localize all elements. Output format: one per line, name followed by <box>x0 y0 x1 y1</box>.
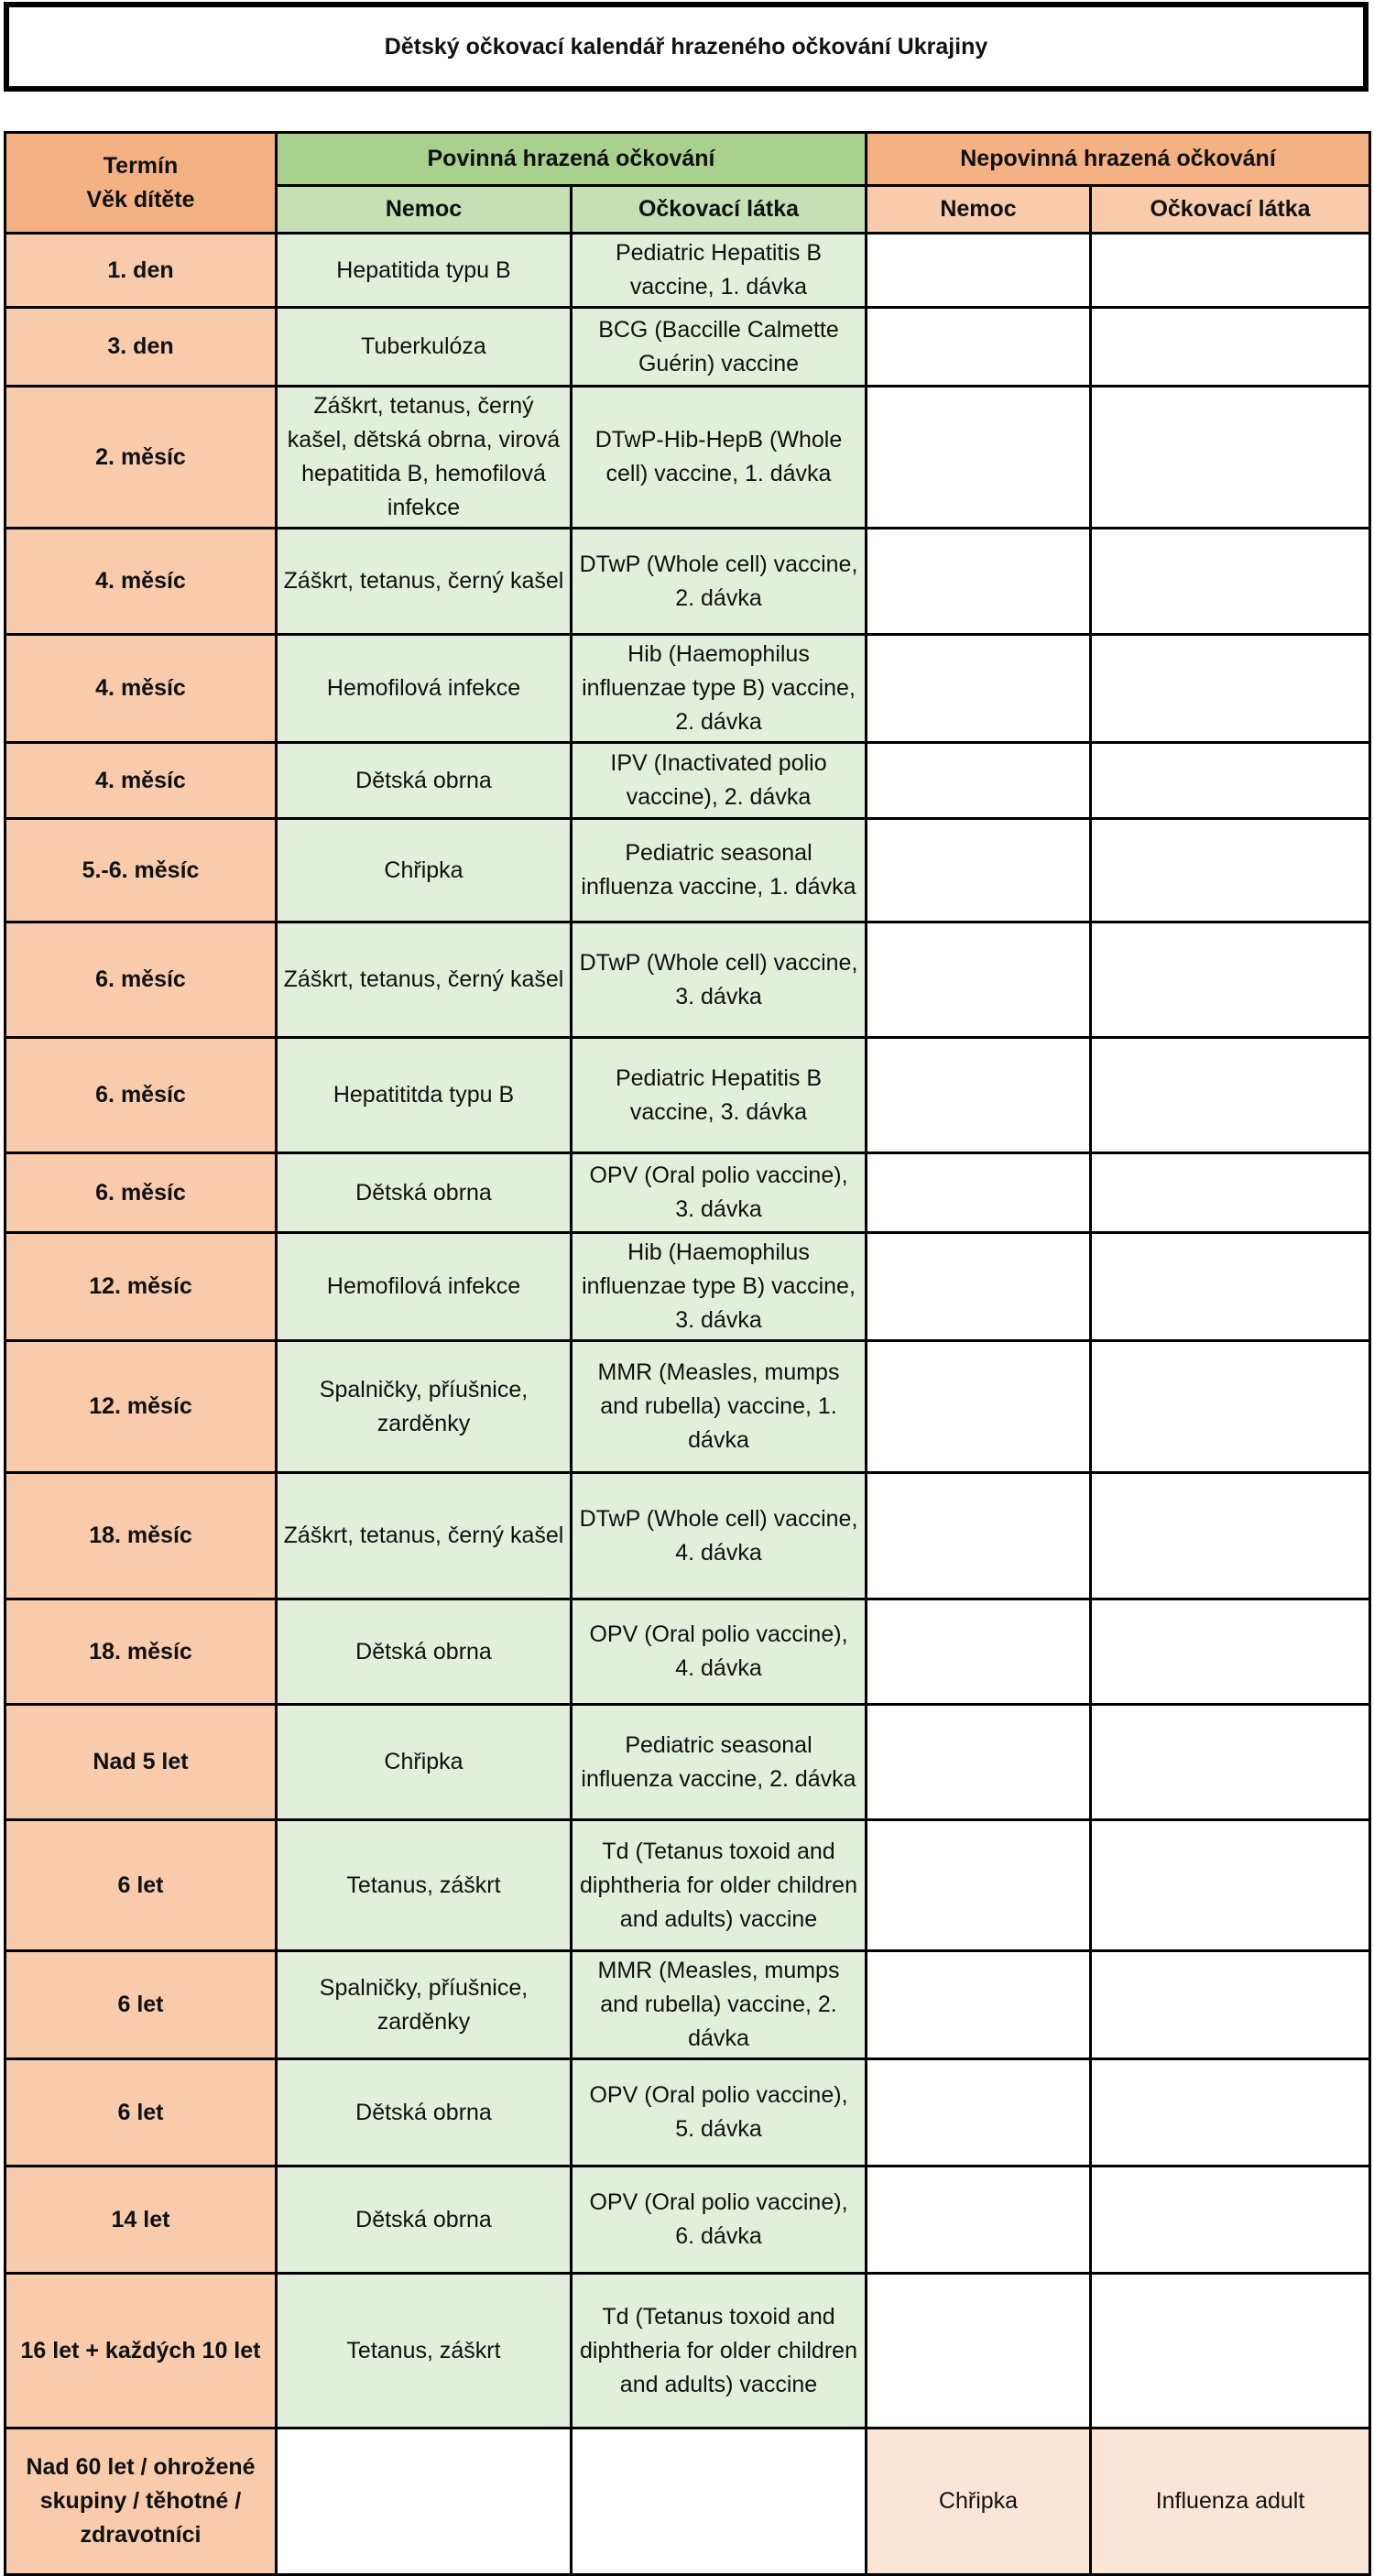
optional-vaccine-cell: Influenza adult <box>1091 2429 1370 2575</box>
mandatory-disease-cell: Spalničky, příušnice, zarděnky <box>277 1341 572 1473</box>
table-row <box>5 1599 1370 1705</box>
mandatory-vaccine-cell: Pediatric seasonal influenza vaccine, 1. dávka <box>572 819 867 922</box>
mandatory-vaccine-cell: MMR (Measles, mumps and rubella) vaccine, 1. dávka <box>572 1341 867 1473</box>
optional-vaccine-cell <box>1091 1233 1370 1341</box>
table-row <box>5 743 1370 819</box>
optional-vaccine-cell <box>1091 234 1370 308</box>
page-title: Dětský očkovací kalendář hrazeného očkování Ukrajiny <box>4 2 1369 92</box>
mandatory-disease-cell: Záškrt, tetanus, černý kašel <box>277 529 572 635</box>
table-row <box>5 1705 1370 1820</box>
optional-vaccine-cell <box>1091 1153 1370 1233</box>
optional-disease-cell <box>867 819 1091 922</box>
mandatory-disease-cell: Chřipka <box>277 819 572 922</box>
table-row <box>5 387 1370 529</box>
table-row <box>5 308 1370 387</box>
optional-vaccine-cell <box>1091 529 1370 635</box>
age-cell: Nad 5 let <box>5 1705 277 1820</box>
mandatory-disease-cell: Hemofilová infekce <box>277 635 572 743</box>
table-row <box>5 1820 1370 1951</box>
optional-disease-cell <box>867 922 1091 1038</box>
optional-disease-cell <box>867 234 1091 308</box>
mandatory-disease-cell: Tuberkulóza <box>277 308 572 387</box>
mandatory-vaccine-cell: Td (Tetanus toxoid and diphtheria for older children and adults) vaccine <box>572 1820 867 1951</box>
age-cell: Nad 60 let / ohrožené skupiny / těhotné / zdravotníci <box>5 2429 277 2575</box>
mandatory-disease-cell: Záškrt, tetanus, černý kašel, dětská obrna, virová hepatitida B, hemofilová infekce <box>277 387 572 529</box>
optional-disease-cell <box>867 2274 1091 2429</box>
age-cell: 18. měsíc <box>5 1599 277 1705</box>
table-row <box>5 1341 1370 1473</box>
optional-disease-cell <box>867 308 1091 387</box>
header-mandatory: Povinná hrazená očkování <box>277 133 867 186</box>
optional-disease-cell <box>867 743 1091 819</box>
optional-vaccine-cell <box>1091 308 1370 387</box>
mandatory-disease-cell: Dětská obrna <box>277 2167 572 2274</box>
header-optional-disease: Nemoc <box>867 186 1091 234</box>
optional-disease-cell <box>867 1341 1091 1473</box>
optional-vaccine-cell <box>1091 1705 1370 1820</box>
table-row <box>5 1233 1370 1341</box>
mandatory-vaccine-cell: Hib (Haemophilus influenzae type B) vaccine, 2. dávka <box>572 635 867 743</box>
optional-disease-cell <box>867 1233 1091 1341</box>
optional-vaccine-cell <box>1091 1599 1370 1705</box>
header-optional: Nepovinná hrazená očkování <box>867 133 1370 186</box>
mandatory-vaccine-cell: Hib (Haemophilus influenzae type B) vaccine, 3. dávka <box>572 1233 867 1341</box>
optional-disease-cell <box>867 1038 1091 1153</box>
table-row <box>5 1153 1370 1233</box>
header-mandatory-vaccine: Očkovací látka <box>572 186 867 234</box>
mandatory-disease-cell: Dětská obrna <box>277 1153 572 1233</box>
mandatory-disease-cell <box>277 2429 572 2575</box>
table-row <box>5 234 1370 308</box>
optional-vaccine-cell <box>1091 387 1370 529</box>
mandatory-vaccine-cell: Td (Tetanus toxoid and diphtheria for older children and adults) vaccine <box>572 2274 867 2429</box>
age-cell: 6 let <box>5 2059 277 2167</box>
age-cell: 2. měsíc <box>5 387 277 529</box>
optional-vaccine-cell <box>1091 2274 1370 2429</box>
mandatory-vaccine-cell: Pediatric Hepatitis B vaccine, 1. dávka <box>572 234 867 308</box>
optional-disease-cell <box>867 387 1091 529</box>
header-term-label: Termín <box>103 152 179 179</box>
optional-disease-cell <box>867 2059 1091 2167</box>
age-cell: 16 let + každých 10 let <box>5 2274 277 2429</box>
age-cell: 18. měsíc <box>5 1473 277 1599</box>
header-optional-vaccine: Očkovací látka <box>1091 186 1370 234</box>
mandatory-vaccine-cell: IPV (Inactivated polio vaccine), 2. dávka <box>572 743 867 819</box>
mandatory-vaccine-cell: Pediatric Hepatitis B vaccine, 3. dávka <box>572 1038 867 1153</box>
age-cell: 6 let <box>5 1951 277 2059</box>
optional-vaccine-cell <box>1091 1341 1370 1473</box>
age-cell: 6 let <box>5 1820 277 1951</box>
optional-disease-cell <box>867 2167 1091 2274</box>
mandatory-vaccine-cell: DTwP (Whole cell) vaccine, 4. dávka <box>572 1473 867 1599</box>
age-cell: 4. měsíc <box>5 743 277 819</box>
table-row <box>5 819 1370 922</box>
age-cell: 4. měsíc <box>5 635 277 743</box>
optional-disease-cell <box>867 1473 1091 1599</box>
mandatory-vaccine-cell: OPV (Oral polio vaccine), 5. dávka <box>572 2059 867 2167</box>
mandatory-vaccine-cell: OPV (Oral polio vaccine), 3. dávka <box>572 1153 867 1233</box>
table-row <box>5 2429 1370 2575</box>
table-row <box>5 2167 1370 2274</box>
mandatory-disease-cell: Hemofilová infekce <box>277 1233 572 1341</box>
age-cell: 12. měsíc <box>5 1233 277 1341</box>
optional-vaccine-cell <box>1091 743 1370 819</box>
mandatory-vaccine-cell <box>572 2429 867 2575</box>
table-row <box>5 1038 1370 1153</box>
table-row <box>5 2274 1370 2429</box>
table-row <box>5 1951 1370 2059</box>
age-cell: 1. den <box>5 234 277 308</box>
mandatory-disease-cell: Záškrt, tetanus, černý kašel <box>277 922 572 1038</box>
optional-disease-cell <box>867 1705 1091 1820</box>
mandatory-disease-cell: Záškrt, tetanus, černý kašel <box>277 1473 572 1599</box>
age-cell: 6. měsíc <box>5 922 277 1038</box>
age-cell: 5.-6. měsíc <box>5 819 277 922</box>
header-age-label: Věk dítěte <box>86 186 195 213</box>
optional-vaccine-cell <box>1091 2167 1370 2274</box>
optional-vaccine-cell <box>1091 635 1370 743</box>
header-term <box>5 133 277 234</box>
optional-disease-cell <box>867 1951 1091 2059</box>
optional-vaccine-cell <box>1091 922 1370 1038</box>
optional-vaccine-cell <box>1091 1820 1370 1951</box>
mandatory-disease-cell: Dětská obrna <box>277 2059 572 2167</box>
optional-vaccine-cell <box>1091 2059 1370 2167</box>
optional-disease-cell <box>867 1153 1091 1233</box>
optional-vaccine-cell <box>1091 819 1370 922</box>
table-row <box>5 635 1370 743</box>
mandatory-disease-cell: Tetanus, záškrt <box>277 1820 572 1951</box>
mandatory-vaccine-cell: DTwP-Hib-HepB (Whole cell) vaccine, 1. dávka <box>572 387 867 529</box>
age-cell: 12. měsíc <box>5 1341 277 1473</box>
optional-disease-cell <box>867 529 1091 635</box>
mandatory-disease-cell: Dětská obrna <box>277 743 572 819</box>
mandatory-disease-cell: Spalničky, příušnice, zarděnky <box>277 1951 572 2059</box>
header-mandatory-disease: Nemoc <box>277 186 572 234</box>
optional-disease-cell <box>867 635 1091 743</box>
age-cell: 3. den <box>5 308 277 387</box>
mandatory-vaccine-cell: Pediatric seasonal influenza vaccine, 2. dávka <box>572 1705 867 1820</box>
table-row <box>5 1473 1370 1599</box>
vaccination-schedule-table <box>4 131 1371 2576</box>
mandatory-disease-cell: Hepatitida typu B <box>277 234 572 308</box>
optional-vaccine-cell <box>1091 1951 1370 2059</box>
age-cell: 14 let <box>5 2167 277 2274</box>
table-row <box>5 529 1370 635</box>
age-cell: 6. měsíc <box>5 1153 277 1233</box>
mandatory-disease-cell: Dětská obrna <box>277 1599 572 1705</box>
optional-vaccine-cell <box>1091 1473 1370 1599</box>
optional-vaccine-cell <box>1091 1038 1370 1153</box>
mandatory-vaccine-cell: BCG (Baccille Calmette Guérin) vaccine <box>572 308 867 387</box>
mandatory-vaccine-cell: OPV (Oral polio vaccine), 6. dávka <box>572 2167 867 2274</box>
age-cell: 6. měsíc <box>5 1038 277 1153</box>
table-row <box>5 922 1370 1038</box>
mandatory-disease-cell: Tetanus, záškrt <box>277 2274 572 2429</box>
optional-disease-cell <box>867 1599 1091 1705</box>
optional-disease-cell: Chřipka <box>867 2429 1091 2575</box>
mandatory-vaccine-cell: DTwP (Whole cell) vaccine, 3. dávka <box>572 922 867 1038</box>
table-row <box>5 2059 1370 2167</box>
mandatory-vaccine-cell: DTwP (Whole cell) vaccine, 2. dávka <box>572 529 867 635</box>
optional-disease-cell <box>867 1820 1091 1951</box>
mandatory-disease-cell: Chřipka <box>277 1705 572 1820</box>
age-cell: 4. měsíc <box>5 529 277 635</box>
mandatory-vaccine-cell: MMR (Measles, mumps and rubella) vaccine, 2. dávka <box>572 1951 867 2059</box>
mandatory-disease-cell: Hepatititda typu B <box>277 1038 572 1153</box>
schedule-body <box>5 234 1370 2575</box>
mandatory-vaccine-cell: OPV (Oral polio vaccine), 4. dávka <box>572 1599 867 1705</box>
